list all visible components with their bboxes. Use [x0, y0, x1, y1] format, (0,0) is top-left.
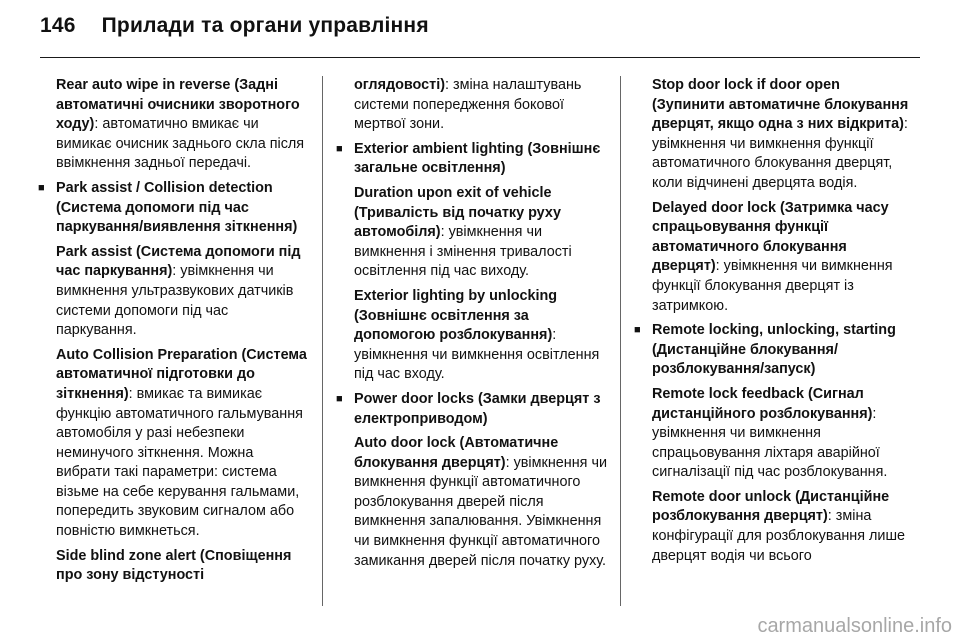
header-rule	[40, 57, 920, 58]
page-header	[40, 14, 429, 38]
bullet-item	[336, 390, 608, 429]
text-paragraph	[634, 488, 910, 566]
item-description: : зміна налаштувань системи попередження бокової мертвої зони.	[354, 77, 582, 133]
text-paragraph	[38, 243, 310, 341]
item-heading: Stop door lock if door open (Зупинити автоматичне блокування дверцят, якщо одна з них відкрита)	[652, 77, 909, 133]
item-heading: Park assist (Система допомоги під час паркування)	[56, 243, 301, 280]
text-paragraph	[336, 434, 608, 571]
text-paragraph	[634, 76, 910, 194]
item-description: : увімкнення чи вимкнення ультразвукових датчиків системи допомоги під час паркування.	[56, 263, 294, 339]
text-paragraph	[634, 385, 910, 483]
bullet-item	[634, 321, 910, 380]
text-column-3	[634, 76, 910, 571]
text-paragraph	[336, 287, 608, 385]
text-paragraph	[336, 76, 608, 135]
bullet-item	[336, 140, 608, 179]
text-paragraph	[38, 76, 310, 174]
text-paragraph	[336, 184, 608, 282]
item-description: : увімкнення чи вимкнення спрацьовування ліхтаря аварійної сигналізації під час розблокування.	[652, 405, 888, 481]
item-heading: Power door locks (Замки дверцят з електроприводом)	[354, 390, 601, 427]
item-description: : увімкнення чи вимкнення і змінення тривалості освітлення під час виходу.	[354, 224, 572, 280]
text-paragraph	[38, 547, 310, 586]
item-heading: Exterior ambient lighting (Зовнішнє загальне освітлення)	[354, 140, 601, 177]
item-description: : увімкнення чи вимкнення функції блокування дверцят із затримкою.	[652, 258, 893, 314]
item-description: : вмикає та вимикає функцію автоматичного гальмування автомобіля у разі небезпеки неминучого зіткнення. Можна вибрати такі параметри: система візьме на себе керування гальмами, попередить звуковим сигналом або повністю вимкнеться.	[56, 385, 303, 540]
item-heading: Delayed door lock (Затримка часу спрацьовування функції автоматичного блокування дверцят)	[652, 199, 889, 275]
item-description: : увімкнення чи вимкнення освітлення під час входу.	[354, 327, 600, 383]
bullet-item	[38, 179, 310, 238]
text-paragraph	[38, 346, 310, 542]
text-column-2	[336, 76, 608, 576]
item-heading: Exterior lighting by unlocking (Зовнішнє освітлення за допомогою розблокування)	[354, 287, 558, 344]
text-paragraph	[634, 199, 910, 317]
item-description: : увімкнення чи вимкнення функції автоматичного розблокування дверей після вимкнення запалювання. Увімкнення чи вимкнення функції автоматичного замикання дверей після початку руху.	[354, 454, 607, 569]
item-heading: Auto Collision Preparation (Система автоматичної підготовки до зіткнення)	[56, 346, 307, 402]
item-heading: Auto door lock (Автоматичне блокування дверцят)	[354, 435, 559, 471]
item-description: : зміна конфігурації для розблокування лише дверцят водія чи всього	[652, 508, 906, 564]
item-heading: Remote door unlock (Дистанційне розблокування дверцят)	[652, 488, 890, 525]
item-heading: оглядовості)	[354, 77, 445, 93]
item-heading: Duration upon exit of vehicle (Тривалість від початку руху автомобіля)	[354, 184, 562, 241]
item-description: : увімкнення чи вимкнення функції автоматичного блокування дверцят, коли відчинені дверцята водія.	[652, 116, 908, 191]
item-heading: Rear auto wipe in reverse (Задні автоматичні очисники зворотного ходу)	[56, 77, 300, 133]
item-heading: Park assist / Collision detection (Система допомоги під час паркування/виявлення зіткнення)	[56, 179, 298, 236]
item-description: : автоматично вмикає чи вимикає очисник заднього скла після ввімкнення задньої передачі.	[56, 116, 305, 172]
column-divider	[620, 76, 621, 606]
item-heading: Side blind zone alert (Сповіщення про зону відстуності	[56, 547, 292, 584]
page-title: Прилади та органи управління	[101, 14, 429, 37]
text-column-1	[38, 76, 310, 591]
watermark: carmanualsonline.info	[757, 615, 952, 637]
column-divider	[322, 76, 323, 606]
item-heading: Remote lock feedback (Сигнал дистанційного розблокування)	[652, 385, 873, 422]
item-heading: Remote locking, unlocking, starting (Дистанційне блокування/розблокування/запуск)	[652, 322, 896, 378]
page-number: 146	[40, 14, 76, 37]
